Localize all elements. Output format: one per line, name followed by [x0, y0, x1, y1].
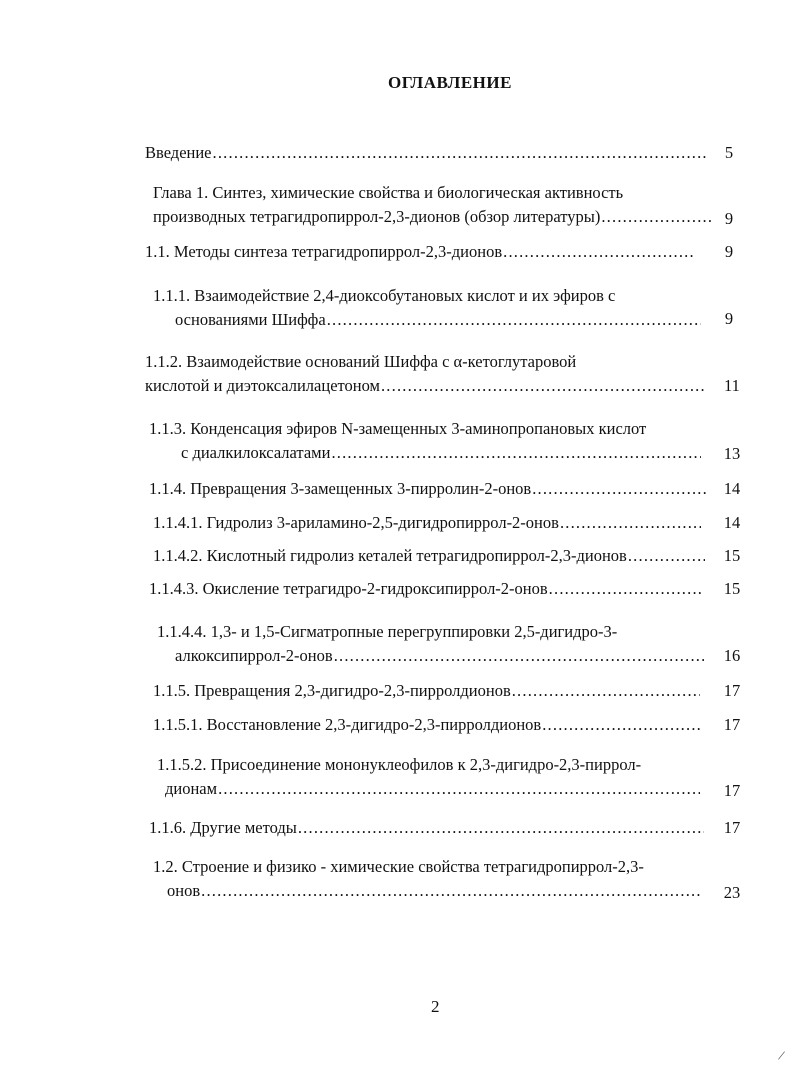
toc-page-number: 9 — [724, 209, 734, 228]
toc-entry-text: 1.1.2. Взаимодействие оснований Шиффа с α-кетоглутаровой — [145, 352, 577, 371]
toc-entry-text: алкоксипиррол-2-онов — [175, 646, 333, 665]
toc-page-number: 15 — [723, 579, 741, 598]
toc-entry — [153, 855, 700, 903]
toc-leader-dots — [213, 141, 706, 165]
toc-entry-text: производных тетрагидропиррол-2,3-дионов (обзор литературы) — [153, 207, 601, 226]
toc-leader-dots — [532, 477, 707, 501]
toc-page-number: 17 — [723, 681, 741, 700]
toc-page-number: 9 — [724, 242, 734, 261]
toc-entry-text: 1.1.5.2. Присоединение мононуклеофилов к 2,3-дигидро-2,3-пиррол- — [157, 755, 642, 774]
toc-entry-text: Глава 1. Синтез, химические свойства и биологическая активность — [153, 183, 624, 202]
toc-entry-text: с диалкилоксалатами — [181, 443, 331, 462]
toc-leader-dots — [327, 308, 701, 332]
toc-leader-dots — [503, 240, 696, 264]
toc-entry — [153, 511, 701, 535]
toc-entry-text: основаниями Шиффа — [175, 310, 326, 329]
toc-entry — [153, 679, 700, 703]
toc-entry-text: онов — [167, 881, 201, 900]
toc-leader-dots — [512, 679, 700, 703]
toc-entry — [145, 141, 706, 165]
toc-page-number: 17 — [723, 781, 741, 800]
toc-page-number: 15 — [723, 546, 741, 565]
page-number: 2 — [431, 997, 440, 1016]
toc-entry — [153, 713, 700, 737]
toc-entry-text: 1.1.5.1. Восстановление 2,3-дигидро-2,3-пирролдионов — [153, 715, 542, 734]
toc-entry-text: 1.1.3. Конденсация эфиров N-замещенных 3-аминопропановых кислот — [149, 419, 647, 438]
toc-entry — [149, 816, 704, 840]
toc-leader-dots — [549, 577, 703, 601]
toc-entry — [157, 753, 700, 801]
toc-entry — [153, 181, 713, 229]
toc-entry-text: 1.1.4.3. Окисление тетрагидро-2-гидроксипиррол-2-онов — [149, 579, 548, 598]
toc-page-number: 23 — [723, 883, 741, 902]
toc-entry-text: кислотой и диэтоксалилацетоном — [145, 376, 380, 395]
toc-leader-dots — [560, 511, 701, 535]
toc-entry-text: 1.1.1. Взаимодействие 2,4-диоксобутановых кислот и их эфиров с — [153, 286, 616, 305]
toc-page-number: 11 — [724, 376, 740, 395]
toc-leader-dots — [201, 879, 700, 903]
toc-leader-dots — [298, 816, 704, 840]
toc-entry-text: 1.1.5. Превращения 2,3-дигидро-2,3-пирролдионов — [153, 681, 511, 700]
toc-entry-text: дионам — [165, 779, 218, 798]
toc-entry — [153, 544, 705, 568]
toc-entry-text: 1.2. Строение и физико - химические свойства тетрагидропиррол-2,3- — [153, 857, 644, 876]
toc-entry — [145, 240, 696, 264]
toc-entry-text: 1.1. Методы синтеза тетрагидропиррол-2,3-дионов — [145, 242, 503, 261]
toc-entry — [157, 620, 704, 668]
toc-entry — [149, 577, 703, 601]
toc-entry — [153, 284, 701, 332]
toc-page-number: 9 — [724, 309, 734, 328]
toc-entry-text: 1.1.4.1. Гидролиз 3-ариламино-2,5-дигидропиррол-2-онов — [153, 513, 559, 532]
toc-leader-dots — [628, 544, 705, 568]
toc-leader-dots — [218, 777, 700, 801]
stray-mark: / — [776, 1048, 786, 1065]
toc-page-number: 13 — [723, 444, 741, 463]
toc-leader-dots — [542, 713, 700, 737]
toc-page-number: 17 — [723, 818, 741, 837]
toc-entry-text: 1.1.4.2. Кислотный гидролиз кеталей тетрагидропиррол-2,3-дионов — [153, 546, 627, 565]
toc-leader-dots — [601, 205, 713, 229]
toc-entry-text: 1.1.4.4. 1,3- и 1,5-Сигматропные перегруппировки 2,5-дигидро-3- — [157, 622, 618, 641]
toc-page-number: 5 — [724, 143, 734, 162]
toc-page-number: 16 — [723, 646, 741, 665]
toc-entry — [145, 350, 706, 398]
toc-page-number: 14 — [723, 513, 741, 532]
toc-page-number: 14 — [723, 479, 741, 498]
toc-entry-text: 1.1.6. Другие методы — [149, 818, 297, 837]
toc-entry — [149, 417, 701, 465]
toc-entry-text: 1.1.4. Превращения 3-замещенных 3-пирролин-2-онов — [149, 479, 532, 498]
toc-leader-dots — [331, 441, 701, 465]
toc-entry — [149, 477, 707, 501]
page-title: ОГЛАВЛЕНИЕ — [388, 73, 512, 92]
toc-leader-dots — [381, 374, 706, 398]
toc-page-number: 17 — [723, 715, 741, 734]
toc-entry-text: Введение — [145, 143, 212, 162]
toc-leader-dots — [334, 644, 704, 668]
